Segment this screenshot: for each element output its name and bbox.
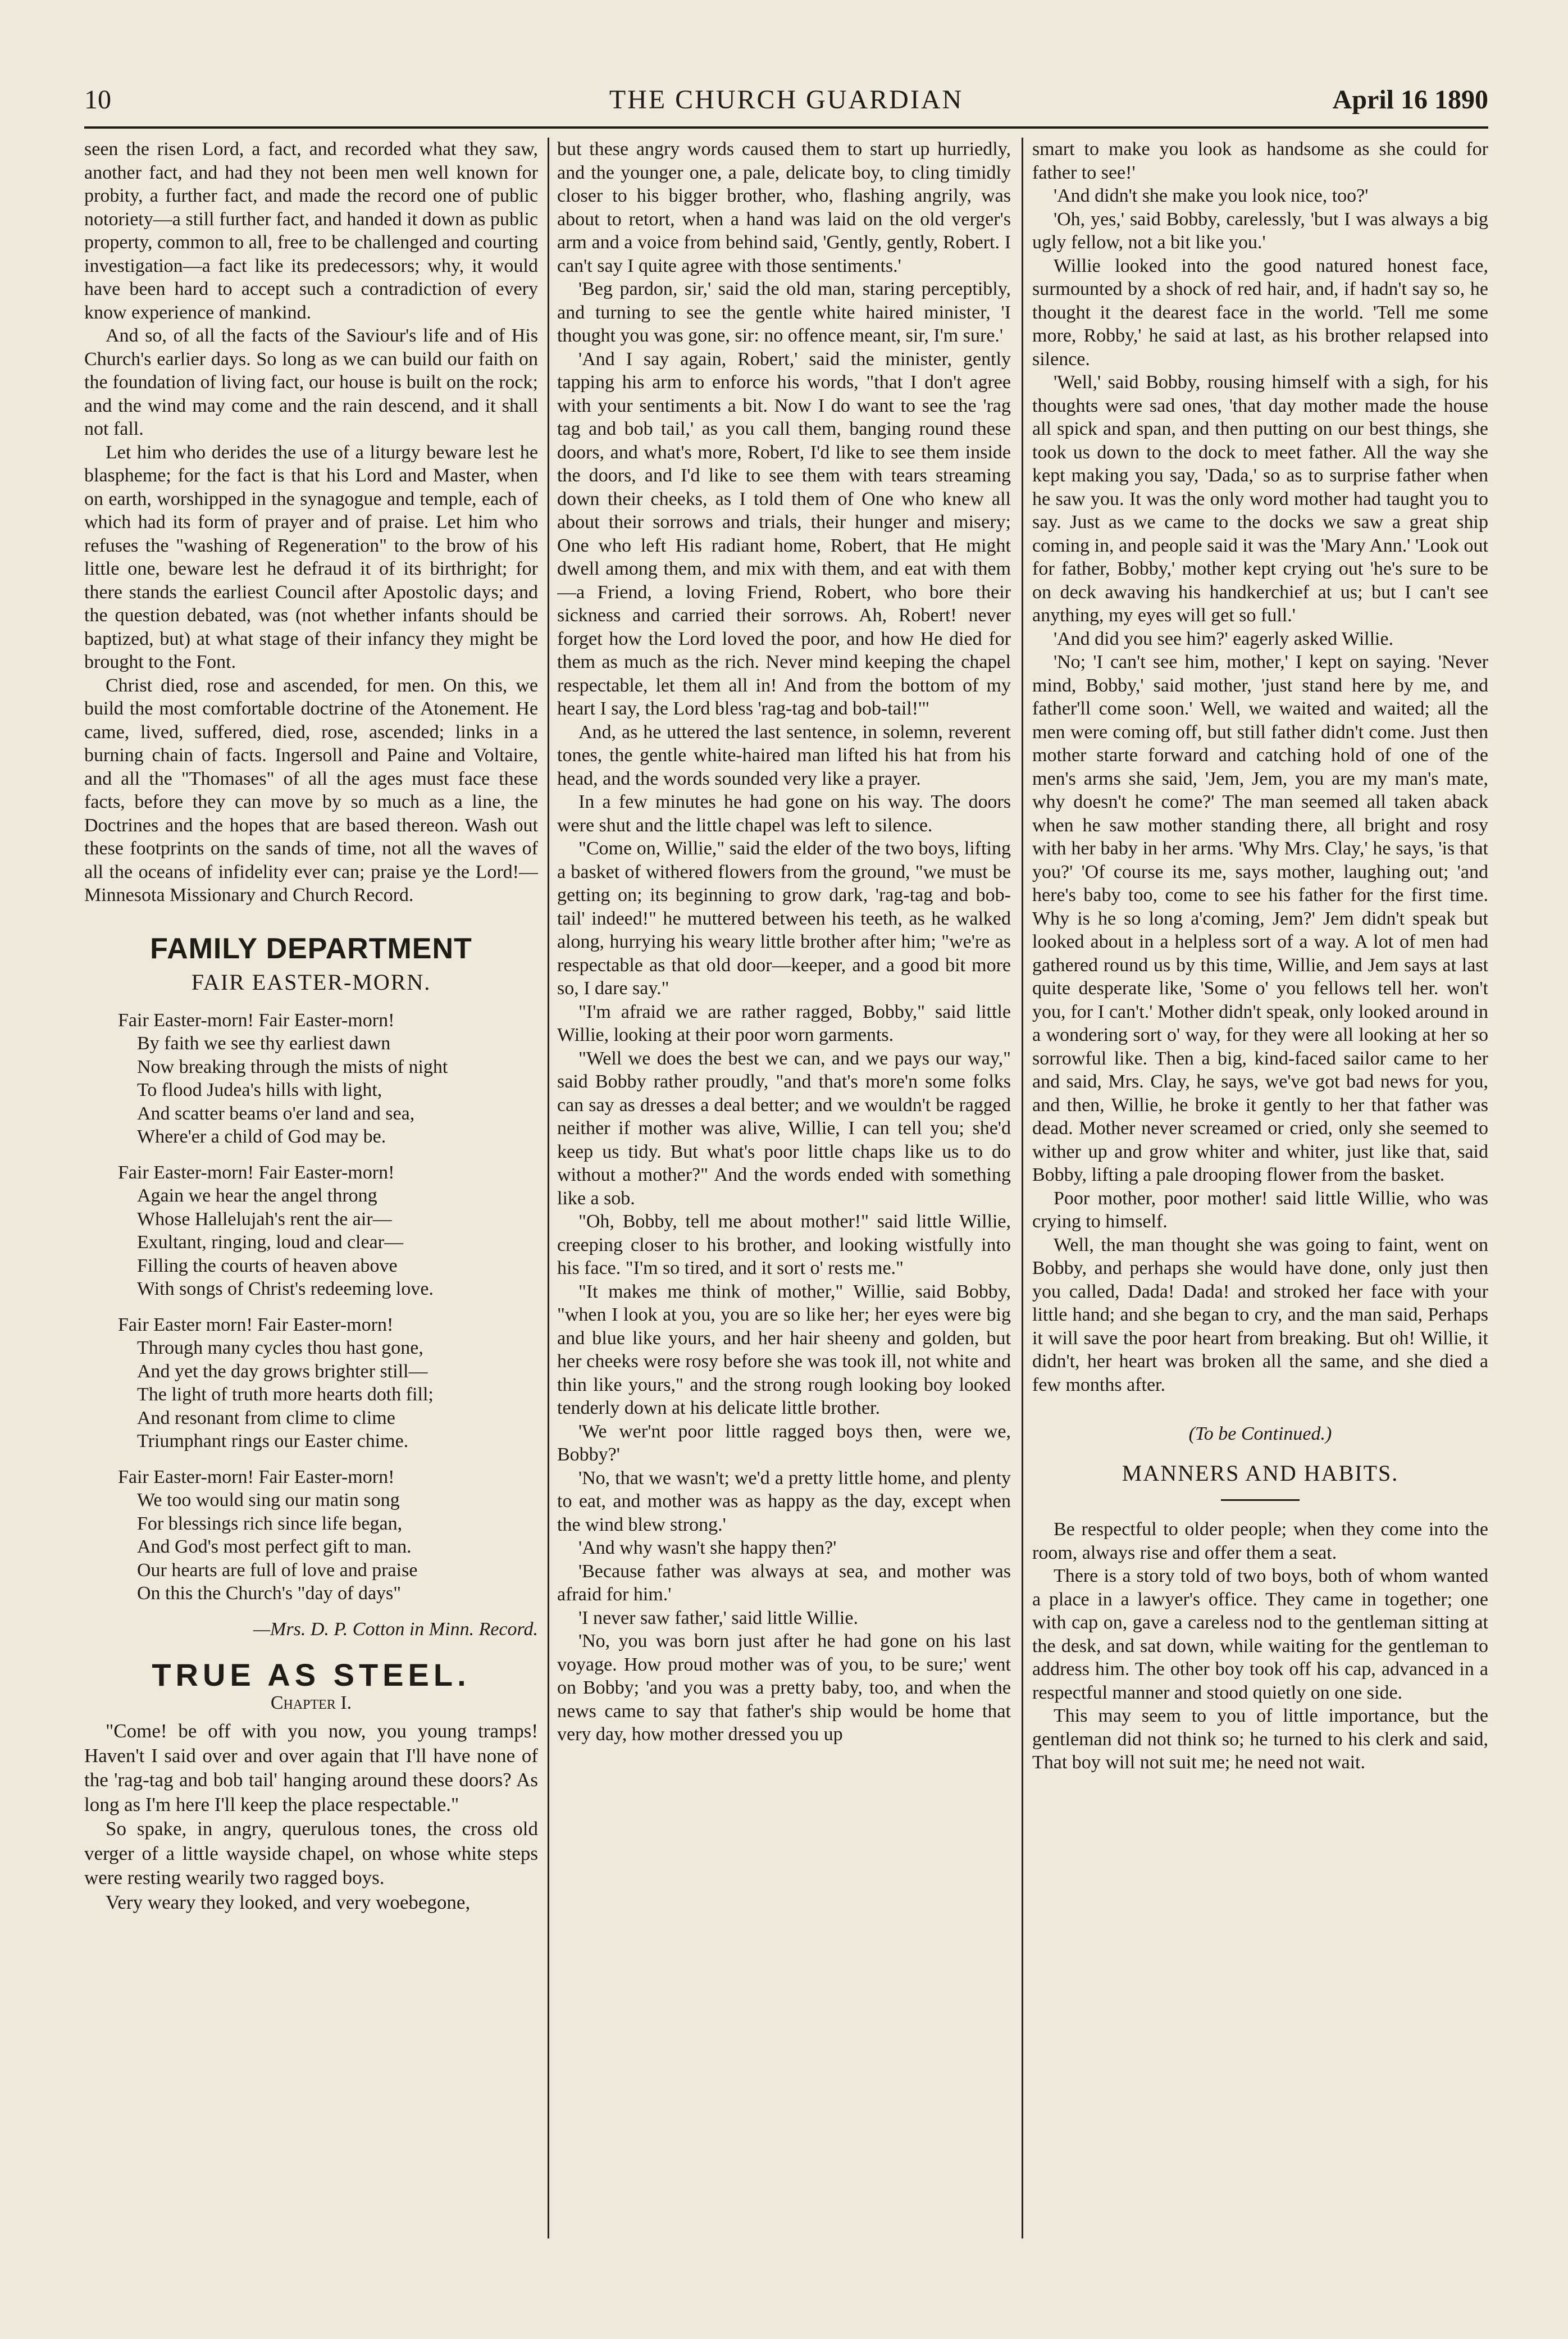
poem-line: Now breaking through the mists of night — [137, 1056, 448, 1077]
poem-line: With songs of Christ's redeeming love. — [137, 1278, 434, 1299]
article-paragraph: Let him who derides the use of a liturgy beware lest he blaspheme; for the fact is that his Lord and Master, when on earth, worshipped in the synagogue and temple, each of which had its form of prayer and of praise. Let him who refuses the "washing of Regeneration" to the brow of his little one, beware lest he defraud it of its birthright; for there stands the earliest Council after Apostolic days; and the question debated, was (not whether infants should be baptized, but) at what stage of their infancy they might be brought to the Font. — [84, 442, 538, 672]
poem-line: Again we hear the angel throng — [137, 1185, 377, 1206]
article-paragraph: Christ died, rose and ascended, for men. On this, we build the most comfortable doctrine of the Atonement. He came, lived, suffered, died, rose, ascended; links in a burning chain of facts. Ingersoll and Paine and Voltaire, and all the "Thomases" of all the ages must face these facts, before they can move by so much as a line, the Doctrines and the hopes that are based thereon. Wash out these footprints on the sands of time, not all the waves of all the oceans of infidelity ever can; praise ye the Lord!—Minnesota Missionary and Church Record. — [84, 675, 538, 905]
section-heading: FAMILY DEPARTMENT — [150, 932, 472, 965]
story-paragraph: 'No; 'I can't see him, mother,' I kept on saying. 'Never mind, Bobby,' said mother, 'just stand here by me, and father'll come soon.' Well, we waited and waited; all the men were coming off, but still father didn't come. Just then mother starte forward and catching hold of one of the men's arms she said, 'Jem, Jem, you are my man's mate, why doesn't he come?' The man seemed all taken aback when he saw mother standing there, all bright and rosy with her baby in her arms. 'Why Mrs. Clay,' he says, 'is that you?' 'Of course its me, says mother, laughing out; 'and here's baby too, come to see his father for the first time. Why is he so long a'coming, Jem?' Jem didn't speak but looked about in a helpless sort of a way. A lot of men had gathered round us by this time, Willie, and Jem says at last quite desperate like, 'Some o' you fellows tell her. won't you, for I can't.' Mother didn't speak, only looked around in a wondering sort o' way, for they were all looking at her so sorrowful like. Then a big, kind-faced sailor came to her and said, Mrs. Clay, he says, we've got bad news for you, and then, Willie, he broke it gently to her that father was dead. Mother never screamed or cried, only she seemed to wither up and grow whiter and whiter, just like that, said Bobby, lifting a pale drooping flower from the basket. — [1032, 652, 1488, 1185]
article-paragraph: And so, of all the facts of the Saviour's life and of His Church's earlier days. So long as we can build our faith on the foundation of living fact, our house is built on the rock; and the wind may come and the rain descend, and it shall not fall. — [84, 325, 538, 439]
chapter-heading: Chapter I. — [270, 1692, 352, 1713]
article-paragraph: Be respectful to older people; when they come into the room, always rise and offer them a seat. — [1032, 1519, 1488, 1563]
story-paragraph: 'And didn't she make you look nice, too?' — [1054, 185, 1369, 206]
column-3 — [1032, 138, 1488, 2328]
story-paragraph: "Come on, Willie," said the elder of the two boys, lifting a basket of withered flowers from the ground, "we must be getting on; its beginning to grow dark, 'rag-tag and bob-tail' indeed!" he muttered between his teeth, as he walked along, hurrying his weary little brother after him; "we're as respectable as that old door—keeper, and a good bit more so, I dare say." — [557, 838, 1011, 999]
story-paragraph: 'Beg pardon, sir,' said the old man, staring perceptibly, and turning to see the gentle white haired minister, 'I thought you was gone, sir: no offence meant, sir, I'm sure.' — [557, 279, 1011, 346]
poem-line: Filling the courts of heaven above — [137, 1255, 398, 1276]
poem — [118, 1009, 538, 1641]
poem-line: Fair Easter morn! Fair Easter-morn! — [118, 1314, 394, 1335]
poem-stanza — [118, 1009, 538, 1149]
section-title: MANNERS AND HABITS. — [1122, 1460, 1399, 1486]
poem-line: Fair Easter-morn! Fair Easter-morn! — [118, 1162, 395, 1183]
newspaper-name: THE CHURCH GUARDIAN — [609, 85, 964, 115]
poem-line: Fair Easter-morn! Fair Easter-morn! — [118, 1466, 395, 1487]
page-number: 10 — [84, 85, 111, 115]
poem-stanza — [118, 1313, 538, 1453]
poem-line: Fair Easter-morn! Fair Easter-morn! — [118, 1009, 395, 1031]
poem-line: And scatter beams o'er land and sea, — [137, 1103, 415, 1124]
story-paragraph: 'Oh, yes,' said Bobby, carelessly, 'but I was always a big ugly fellow, not a bit like you.' — [1032, 208, 1488, 253]
story-paragraph: 'And did you see him?' eagerly asked Willie. — [1054, 628, 1394, 649]
column-divider-2 — [1022, 138, 1023, 2238]
poem-line: The light of truth more hearts doth fill; — [137, 1384, 434, 1405]
story-paragraph: "Oh, Bobby, tell me about mother!" said little Willie, creeping closer to his brother, and looking wistfully into his face. "I'm so tired, and it sort o' rests me." — [557, 1211, 1011, 1278]
poem-stanza — [118, 1466, 538, 1605]
poem-line: We too would sing our matin song — [137, 1490, 400, 1510]
poem-line: Triumphant rings our Easter chime. — [137, 1431, 409, 1451]
poem-line: And resonant from clime to clime — [137, 1407, 395, 1428]
story-paragraph: 'And I say again, Robert,' said the minister, gently tapping his arm to enforce his words, "that I don't agree with your sentiments a bit. Now I do want to see the 'rag tag and bob tail,' as you call them, banging round these doors, and what's more, Robert, I'd like to see them inside the doors, and I'd like to see them with tears streaming down their cheeks, as I told them of One who knew all about their sorrows and trials, their hunger and misery; One who left His radiant home, Robert, that He might dwell among them, and mix with them, and eat with them—a Friend, a loving Friend, Robert, who bore their sickness and carried their sorrows. Ah, Robert! never forget how the Lord loved the poor, and how He died for them as much as the rich. Never mind keeping the chapel respectable, let them all in! And from the bottom of my heart I say, the Lord bless 'rag-tag and bob-tail!'" — [557, 348, 1011, 719]
story-paragraph: but these angry words caused them to start up hurriedly, and the younger one, a pale, delicate boy, to cling timidly closer to his bigger brother, who, flashing angrily, was about to retort, when a hand was laid on the old verger's arm and a voice from behind said, 'Gently, gently, Robert. I can't say I quite agree with those sentiments.' — [557, 139, 1011, 276]
story-paragraph: 'No, you was born just after he had gone on his last voyage. How proud mother was of you, to be sure;' went on Bobby; 'and you was a pretty baby, too, and when the news came to say that father's ship would be home that very day, how mother dressed you up — [557, 1631, 1011, 1745]
story-paragraph: And, as he uttered the last sentence, in solemn, reverent tones, the gentle white-haired man lifted his hat from his head, and the words sounded very like a prayer. — [557, 721, 1011, 789]
story-paragraph: 'Because father was always at sea, and mother was afraid for him.' — [557, 1560, 1011, 1605]
story-paragraph: "Come! be off with you now, you young tramps! Haven't I said over and over again that I'll have none of the 'rag-tag and bob tail' hanging around these doors? As long as I'm here I'll keep the place respectable." — [84, 1720, 538, 1815]
section-rule — [1221, 1499, 1300, 1501]
poem-line: And God's most perfect gift to man. — [137, 1536, 412, 1557]
poem-line: Whose Hallelujah's rent the air— — [137, 1208, 392, 1230]
story-paragraph: 'And why wasn't she happy then?' — [578, 1537, 837, 1558]
article-paragraph: This may seem to you of little importance, but the gentleman did not think so; he turned to his clerk and said, That boy will not suit me; he need not wait. — [1032, 1705, 1488, 1773]
column-1 — [84, 138, 538, 2328]
poem-line: By faith we see thy earliest dawn — [137, 1033, 391, 1054]
poem-line: Our hearts are full of love and praise — [137, 1559, 418, 1581]
story-paragraph: Poor mother, poor mother! said little Willie, who was crying to himself. — [1032, 1187, 1488, 1232]
story-paragraph: "It makes me think of mother," Willie, said Bobby, "when I look at you, you are so like her; her eyes were big and blue like yours, and her hair sheeny and golden, but her cheeks were rosy before she was took ill, not white and thin like yours," and the strong rough looking boy looked tenderly down at his delicate little brother. — [557, 1281, 1011, 1418]
poem-stanza — [118, 1161, 538, 1301]
story-paragraph: Very weary they looked, and very woebegone, — [106, 1891, 471, 1913]
poem-line: For blessings rich since life began, — [137, 1513, 403, 1534]
story-paragraph: Willie looked into the good natured honest face, surmounted by a shock of red hair, and, if hadn't say so, he thought it the dearest face in the world. 'Tell me some more, Robby,' he said at last, as his brother relapsed into silence. — [1032, 255, 1488, 370]
page-header — [84, 79, 1488, 124]
poem-line: To flood Judea's hills with light, — [137, 1080, 382, 1100]
poem-line: Through many cycles thou hast gone, — [137, 1337, 423, 1358]
story-paragraph: "I'm afraid we are rather ragged, Bobby," said little Willie, looking at their poor worn garments. — [557, 1001, 1011, 1045]
header-rule — [84, 126, 1488, 129]
story-paragraph: In a few minutes he had gone on his way. The doors were shut and the little chapel was left to silence. — [557, 791, 1011, 836]
story-paragraph: Well, the man thought she was going to faint, went on Bobby, and perhaps she would have done, only just then you called, Dada! Dada! and stroked her face with your little hand; and she began to cry, and the man said, Perhaps it will save the poor heart from breaking. But oh! Willie, it didn't, her heart was broken all the same, and she died a few months after. — [1032, 1234, 1488, 1395]
to-be-continued: (To be Continued.) — [1188, 1423, 1332, 1444]
poem-line: Exultant, ringing, loud and clear— — [137, 1232, 403, 1253]
poem-attribution: —Mrs. D. P. Cotton in Minn. Record. — [253, 1618, 538, 1640]
story-paragraph: So spake, in angry, querulous tones, the cross old verger of a little wayside chapel, on whose white steps were resting wearily two ragged boys. — [84, 1818, 538, 1889]
poem-line: Where'er a child of God may be. — [137, 1126, 386, 1147]
column-divider-1 — [548, 138, 549, 2238]
story-paragraph: "Well we does the best we can, and we pays our way," said Bobby rather proudly, "and that's more'n some folks can say as dresses a deal better; and we wouldn't be ragged neither if mother was alive, Willie, I can tell you; she'd keep us tidy. But what's poor little chaps like us to do without a mother?" And the words ended with something like a sob. — [557, 1048, 1011, 1209]
story-paragraph: 'Well,' said Bobby, rousing himself with a sigh, for his thoughts were sad ones, 'that day mother made the house all spick and span, and then putting on our best things, she took us down to the dock to meet father. All the way she kept making you say, 'Dada,' so as to surprise father when he saw you. It was the only word mother had taught you to say. Just as we came to the docks we saw a great ship coming in, and people said it was the 'Mary Ann.' 'Look out for father, Bobby,' mother kept crying out 'he's sure to be on deck awaving his handkerchief at us; but I can't see anything, my eyes will get so full.' — [1032, 372, 1488, 626]
column-2 — [557, 138, 1011, 2328]
poem-line: On this the Church's "day of days" — [137, 1583, 402, 1604]
poem-title: FAIR EASTER-MORN. — [191, 970, 431, 995]
poem-line: And yet the day grows brighter still— — [137, 1360, 428, 1382]
story-title: TRUE AS STEEL. — [152, 1657, 471, 1692]
issue-date: April 16 1890 — [1332, 85, 1488, 115]
story-paragraph: 'I never saw father,' said little Willie. — [578, 1607, 858, 1628]
story-paragraph: smart to make you look as handsome as she could for father to see!' — [1032, 139, 1488, 183]
article-paragraph: There is a story told of two boys, both of whom wanted a place in a lawyer's office. They came in together; one with cap on, gave a careless nod to the gentleman sitting at the desk, and sat down, while waiting for the gentleman to address him. The other boy took off his cap, advanced in a respectful manner and stood quietly on one side. — [1032, 1566, 1488, 1703]
article-paragraph: seen the risen Lord, a fact, and recorded what they saw, another fact, and had they not been men well known for probity, a further fact, and made the record one of public notoriety—a still further fact, and handed it down as public property, common to all, free to be challenged and courting investigation—a fact like its predecessors; why, it would have been hard to accept such a contradiction of every know experience of mankind. — [84, 139, 538, 323]
story-paragraph: 'We wer'nt poor little ragged boys then, were we, Bobby?' — [557, 1421, 1011, 1465]
story-paragraph: 'No, that we wasn't; we'd a pretty little home, and plenty to eat, and mother was as happy as the day, except when the wind blew strong.' — [557, 1467, 1011, 1535]
